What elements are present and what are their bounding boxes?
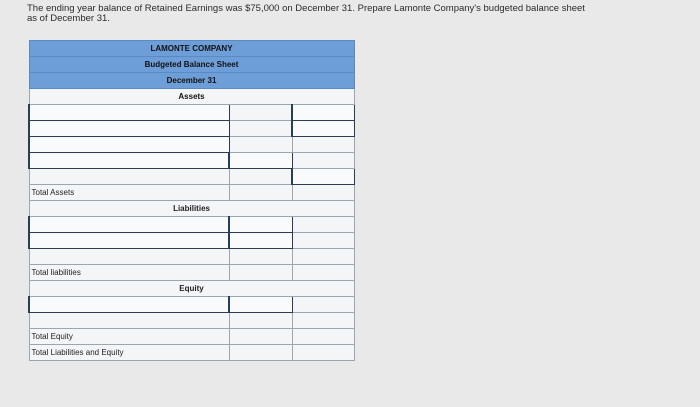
company-name: LAMONTE COMPANY [29, 41, 354, 57]
total-liabilities-mid [229, 265, 292, 281]
liability-row [29, 249, 354, 265]
prompt-line-2: as of December 31. [27, 13, 110, 24]
equity-total-cell [292, 313, 354, 329]
equity-amount-cell [229, 313, 292, 329]
header-row-title [29, 57, 354, 73]
assets-heading-row [29, 89, 354, 105]
total-assets-mid [229, 185, 292, 201]
total-assets-row [29, 185, 354, 201]
liability-total-cell [292, 249, 354, 265]
asset-label-input[interactable] [29, 153, 229, 169]
liability-total-cell [292, 233, 354, 249]
asset-amount-cell [229, 121, 292, 137]
asset-label-input[interactable] [29, 105, 229, 121]
asset-row [29, 121, 354, 137]
asset-amount-cell [229, 169, 292, 185]
equity-amount-input[interactable] [229, 297, 292, 313]
liability-total-cell [292, 217, 354, 233]
liability-label-input[interactable] [29, 217, 229, 233]
asset-amount-cell [229, 137, 292, 153]
prompt-line-1: The ending year balance of Retained Earnings was $75,000 on December 31. Prepare Lamonte Company's budgeted balance sheet [27, 3, 585, 14]
asset-amount-cell [229, 105, 292, 121]
asset-amount-input[interactable] [229, 153, 292, 169]
question-prompt [27, 4, 667, 24]
total-equity-label: Total Equity [29, 329, 229, 345]
equity-heading: Equity [29, 281, 354, 297]
asset-total-input[interactable] [292, 121, 354, 137]
balance-sheet-table [28, 40, 355, 361]
total-liab-equity-label: Total Liabilities and Equity [29, 345, 229, 361]
total-liab-equity-mid [229, 345, 292, 361]
statement-date: December 31 [29, 73, 354, 89]
liability-row [29, 217, 354, 233]
assets-heading: Assets [29, 89, 354, 105]
asset-label-input[interactable] [29, 137, 229, 153]
equity-label-input[interactable] [29, 297, 229, 313]
total-equity-mid [229, 329, 292, 345]
asset-total-cell [292, 137, 354, 153]
header-row-company [29, 41, 354, 57]
asset-row [29, 169, 354, 185]
liability-amount-input[interactable] [229, 217, 292, 233]
total-liabilities-row [29, 265, 354, 281]
total-equity-value[interactable] [292, 329, 354, 345]
asset-total-input[interactable] [292, 169, 354, 185]
equity-heading-row [29, 281, 354, 297]
asset-total-cell [292, 153, 354, 169]
equity-total-cell [292, 297, 354, 313]
asset-total-input[interactable] [292, 105, 354, 121]
equity-label-cell [29, 313, 229, 329]
liability-label-cell [29, 249, 229, 265]
total-liab-equity-row [29, 345, 354, 361]
total-equity-row [29, 329, 354, 345]
total-liabilities-value[interactable] [292, 265, 354, 281]
header-row-date [29, 73, 354, 89]
asset-row [29, 137, 354, 153]
equity-row [29, 297, 354, 313]
asset-label-input[interactable] [29, 121, 229, 137]
liabilities-heading-row [29, 201, 354, 217]
total-assets-label: Total Assets [29, 185, 229, 201]
total-assets-value[interactable] [292, 185, 354, 201]
statement-title: Budgeted Balance Sheet [29, 57, 354, 73]
asset-row [29, 153, 354, 169]
liability-amount-cell [229, 249, 292, 265]
liability-row [29, 233, 354, 249]
asset-label-cell [29, 169, 229, 185]
liability-amount-input[interactable] [229, 233, 292, 249]
asset-row [29, 105, 354, 121]
liabilities-heading: Liabilities [29, 201, 354, 217]
liability-label-input[interactable] [29, 233, 229, 249]
total-liab-equity-value[interactable] [292, 345, 354, 361]
total-liabilities-label: Total liabilities [29, 265, 229, 281]
equity-row [29, 313, 354, 329]
